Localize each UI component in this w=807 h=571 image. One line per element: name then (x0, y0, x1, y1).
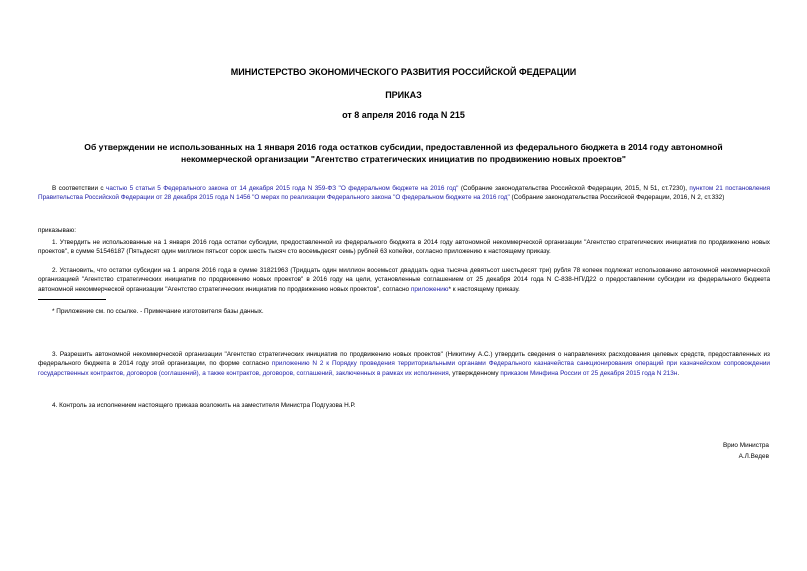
item-1-paragraph: 1. Утвердить не использованные на 1 января 2016 года остатки субсидии, предоставленной из федерального бюджета в 2014 году автономной некоммерческой организации "Агентство стратегических инициатив по продвижению новых проектов", в сумме 51546187 (Пятьдесят один миллион пятьсот сорок шесть тысяч сто восемьдесят семь) рублей 63 копейки, согласно приложению к настоящему приказу. (38, 239, 770, 256)
footnote: * Приложение см. по ссылке. - Примечание изготовителя базы данных. (52, 308, 264, 315)
law-link[interactable]: частью 5 статьи 5 Федерального закона от 14 декабря 2015 года N 359-ФЗ "О федеральном бюджете на 2016 год" (106, 185, 459, 192)
doc-type-heading: ПРИКАЗ (385, 90, 422, 100)
appendix-link[interactable]: приложению (410, 285, 449, 293)
order-word: приказываю: (38, 227, 76, 234)
item-4-paragraph: 4. Контроль за исполнением настоящего приказа возложить на заместителя Министра Подгузова Н.Р. (52, 402, 356, 409)
item-3-paragraph (38, 350, 770, 378)
ministry-heading: МИНИСТЕРСТВО ЭКОНОМИЧЕСКОГО РАЗВИТИЯ РОССИЙСКОЙ ФЕДЕРАЦИИ (230, 67, 577, 77)
signature-name: А.Л.Ведев (738, 453, 769, 460)
preamble-text-1: В соответствии с (52, 185, 107, 192)
item-3-text-2: , утвержденному (448, 369, 501, 377)
resolution-link[interactable]: пунктом 21 постановления Правительства Российской Федерации от 28 декабря 2015 года N 1456 "О мерах по реализации Федерального закона "О федеральном бюджете на 2016 год" (38, 185, 770, 202)
minfin-order-link[interactable]: приказом Минфина России от 25 декабря 2015 года N 213н (500, 369, 678, 377)
preamble-paragraph (38, 184, 770, 203)
item-2-paragraph (38, 266, 770, 294)
date-number-heading: от 8 апреля 2016 года N 215 (342, 110, 465, 120)
item-2-tail: * к настоящему приказу. (448, 285, 520, 293)
item-3-text-1: 3. Разрешить автономной некоммерческой организации "Агентство стратегических инициатив по продвижению новых проектов" (Никитину А.С.) утвердить сведения о направлениях расходования целевых средств, предоставленных из федерального бюджета в 2014 году этой организации, по форме согласно (38, 351, 770, 368)
procedure-appendix-link[interactable]: приложению N 2 к Порядку проведения территориальными органами Федерального казначейства санкционирования операций при казначейском сопровождении государственных контрактов, договоров (соглашений), а также контрактов, договоров, соглашений, заключенных в рамках их исполнения (38, 360, 770, 377)
footnote-divider (38, 299, 106, 300)
signature-position: Врио Министра (723, 442, 769, 449)
item-3-text-3: . (677, 369, 680, 377)
preamble-text-3: (Собрание законодательства Российской Федерации, 2016, N 2, ст.332) (509, 194, 725, 202)
item-2-text: 2. Установить, что остатки субсидии на 1 апреля 2016 года в сумме 31821963 (Тридцать один миллион восемьсот двадцать одна тысяча девятьсот шестьдесят три) рубля 78 копеек подлежат использованию автономной некоммерческой организацией "Агентство стратегических инициатив по продвижению новых проектов" в 2016 году на цели, установленные соглашением от 25 декабря 2014 года N С-838-НП/Д22 о предоставлении субсидии из федерального бюджета автономной некоммерческой организации "Агентство стратегических инициатив по продвижению новых проектов", согласно (38, 267, 770, 293)
document-title: Об утверждении не использованных на 1 января 2016 года остатков субсидии, предоставленной из федерального бюджета в 2014 году автономной некоммерческой организации "Агентство стратегических инициатив по продвижению новых проектов" (84, 142, 723, 164)
preamble-text-2: (Собрание законодательства Российской Федерации, 2015, N 51, ст.7230), (458, 185, 690, 192)
